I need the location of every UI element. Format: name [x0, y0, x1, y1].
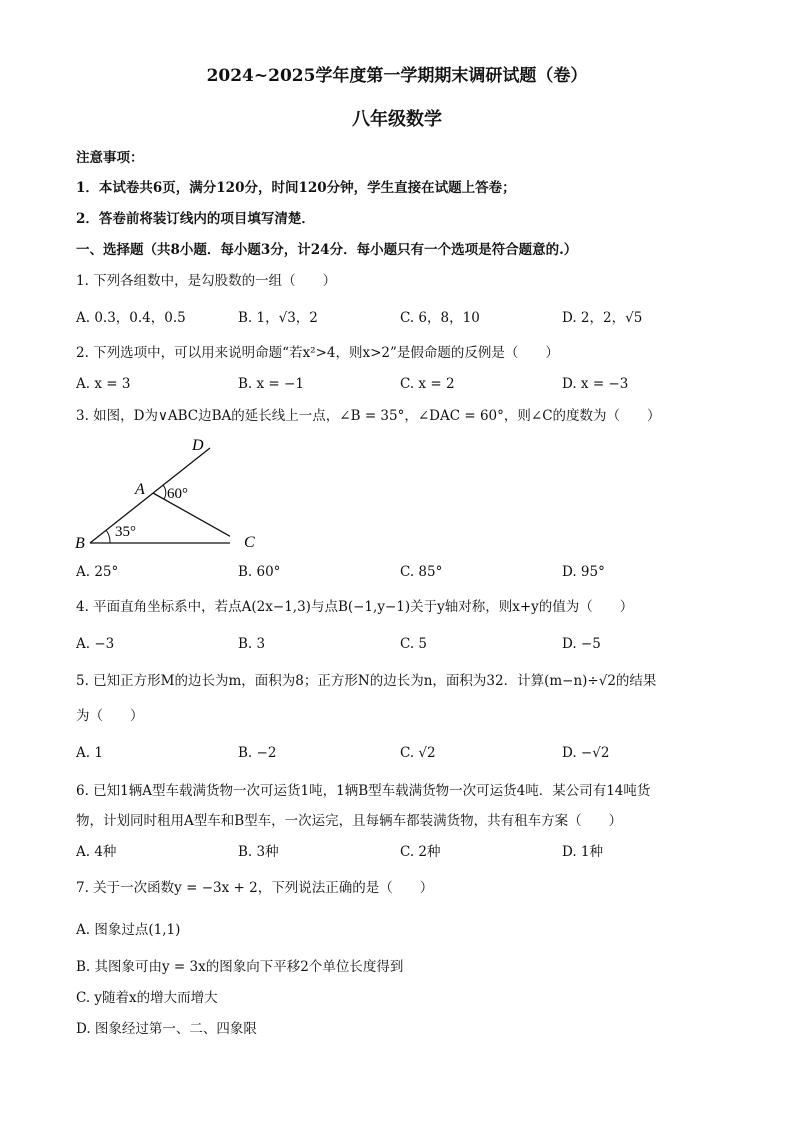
question-2-stem: 2. 下列选项中，可以用来说明命题“若x²>4，则x>2”是假命题的反例是（ ）	[76, 345, 559, 361]
q5-option-c: C. √2	[400, 745, 436, 761]
q3-option-b: B. 60°	[238, 564, 281, 580]
question-1-stem: 1. 下列各组数中，是勾股数的一组（ ）	[76, 273, 337, 289]
q2-option-b: B. x = −1	[238, 376, 304, 392]
question-3-stem: 3. 如图，D为∨ABC边BA的延长线上一点，∠B = 35°，∠DAC = 60°，则∠C的度数为（ ）	[76, 408, 661, 424]
q1-option-d: D. 2，2，√5	[562, 310, 643, 326]
q7-option-a: A. 图象过点(1,1)	[76, 922, 181, 938]
q1-option-b: B. 1，√3，2	[238, 310, 318, 326]
q3-option-c: C. 85°	[400, 564, 443, 580]
q7-option-c: C. y随着x的增大而增大	[76, 990, 218, 1006]
question-4-stem: 4. 平面直角坐标系中，若点A(2x−1,3)与点B(−1,y−1)关于y轴对称，则x+y的值为（ ）	[76, 599, 634, 615]
triangle-figure	[70, 432, 230, 554]
notice-item-1: 1．本试卷共6页，满分120分，时间120分钟，学生直接在试题上答卷；	[76, 180, 516, 196]
q4-option-d: D. −5	[562, 636, 601, 652]
question-6-stem: 6. 已知1辆A型车载满货物一次可运货1吨，1辆B型车载满货物一次可运货4吨．某公司有14吨货	[76, 783, 651, 799]
section-heading: 一、选择题（共8小题．每小题3分，计24分．每小题只有一个选项是符合题意的.）	[76, 242, 578, 258]
q6-option-b: B. 3种	[238, 844, 279, 860]
q2-option-c: C. x = 2	[400, 376, 455, 392]
label-d: D	[192, 437, 204, 454]
q4-option-b: B. 3	[238, 636, 266, 652]
q7-option-b: B. 其图象可由y = 3x的图象向下平移2个单位长度得到	[76, 959, 404, 975]
q2-option-a: A. x = 3	[76, 376, 131, 392]
notice-heading: 注意事项：	[76, 150, 144, 166]
notice-item-2: 2．答卷前将装订线内的项目填写清楚．	[76, 211, 315, 227]
q5-option-b: B. −2	[238, 745, 277, 761]
label-a: A	[135, 481, 145, 498]
angle-35: 35°	[115, 524, 136, 540]
label-b: B	[75, 535, 85, 552]
angle-60: 60°	[167, 486, 188, 502]
q3-option-d: D. 95°	[562, 564, 605, 580]
question-5-stem: 5. 已知正方形M的边长为m，面积为8；正方形N的边长为n，面积为32．计算(m−n)÷√2的结果	[76, 673, 657, 689]
q6-option-c: C. 2种	[400, 844, 441, 860]
question-7-stem: 7. 关于一次函数y = −3x + 2，下列说法正确的是（ ）	[76, 880, 434, 896]
q6-option-d: D. 1种	[562, 844, 604, 860]
exam-subtitle: 八年级数学	[352, 109, 442, 130]
q1-option-c: C. 6，8，10	[400, 310, 480, 326]
q5-option-a: A. 1	[76, 745, 103, 761]
label-c: C	[244, 534, 255, 551]
q7-option-d: D. 图象经过第一、二、四象限	[76, 1021, 257, 1037]
q3-option-a: A. 25°	[76, 564, 119, 580]
question-6-stem-2: 物，计划同时租用A型车和B型车，一次运完，且每辆车都装满货物，共有租车方案（ ）	[76, 813, 623, 829]
question-5-stem-2: 为（ ）	[76, 708, 144, 724]
triangle-figure-c-label	[238, 528, 262, 552]
q1-option-a: A. 0.3，0.4，0.5	[76, 310, 186, 326]
exam-title: 2024~2025学年度第一学期期末调研试题（卷）	[206, 66, 588, 86]
q4-option-c: C. 5	[400, 636, 428, 652]
q6-option-a: A. 4种	[76, 844, 117, 860]
q2-option-d: D. x = −3	[562, 376, 629, 392]
q5-option-d: D. −√2	[562, 745, 610, 761]
q4-option-a: A. −3	[76, 636, 115, 652]
